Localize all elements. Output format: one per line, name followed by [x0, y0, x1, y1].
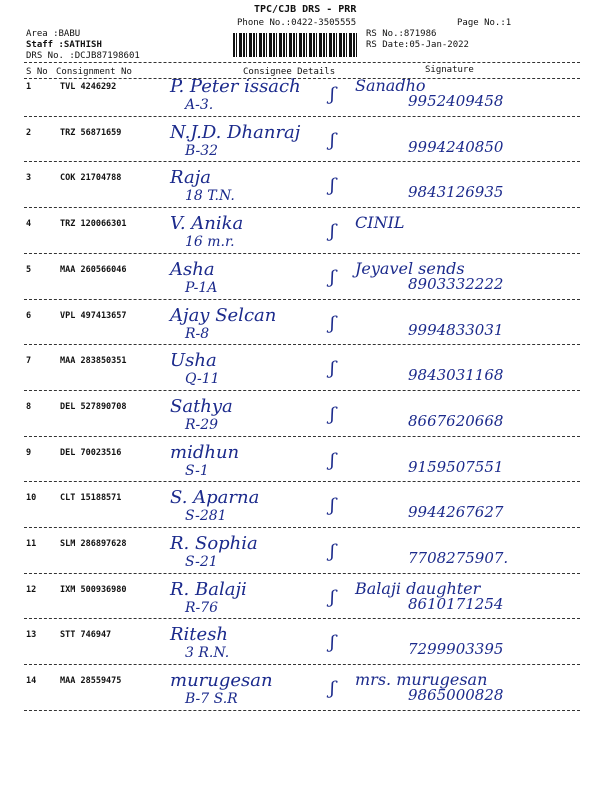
row-separator: [24, 710, 580, 711]
header-rule-bottom: [24, 78, 580, 79]
consignee-name: Sathya: [170, 395, 233, 417]
phone-handwritten: 9843031168: [408, 366, 504, 385]
row-separator: [24, 344, 580, 345]
consignee-name: S. Aparna: [170, 487, 260, 509]
row-consignment: MAA 260566046: [60, 264, 127, 275]
header-rule-top: [24, 62, 580, 63]
consignee-address: R-76: [185, 599, 219, 616]
document-title: TPC/CJB DRS - PRR: [254, 4, 357, 15]
col-consignment: Consignment No: [56, 67, 132, 77]
drs-number: DRS No. :DCJB87198601: [26, 51, 140, 61]
consignee-address: 3 R.N.: [185, 645, 230, 662]
consignee-name: V. Anika: [170, 213, 244, 235]
row-consignment: TRZ 120066301: [60, 219, 127, 230]
ampersand-mark: ʃ: [330, 358, 335, 380]
ampersand-mark: ʃ: [330, 84, 335, 105]
consignee-name: murugesan: [170, 670, 273, 692]
row-separator: [24, 618, 580, 619]
consignee-name: R. Sophia: [170, 533, 258, 554]
consignee-name: Usha: [170, 350, 217, 372]
row-sno: 14: [26, 676, 37, 687]
ampersand-mark: ʃ: [330, 541, 335, 562]
consignee-name: Asha: [170, 258, 215, 280]
row-consignment: MAA 28559475: [60, 676, 122, 687]
col-signature: Signature: [425, 65, 474, 75]
consignee-name: Ritesh: [170, 624, 229, 646]
row-sno: 10: [26, 493, 37, 504]
page-number: Page No.:1: [457, 18, 512, 28]
row-consignment: TVL 4246292: [60, 82, 117, 92]
rs-date: RS Date:05-Jan-2022: [366, 40, 469, 50]
row-consignment: STT 746947: [60, 630, 112, 641]
row-sno: 8: [26, 401, 32, 412]
ampersand-mark: ʃ: [330, 678, 335, 700]
ampersand-mark: ʃ: [330, 449, 335, 471]
ampersand-mark: ʃ: [330, 403, 335, 425]
row-sno: 12: [26, 584, 37, 595]
consignee-name: Raja: [170, 167, 212, 189]
signature: Jeyavel sends: [355, 258, 465, 278]
phone-handwritten: 9952409458: [408, 92, 504, 110]
consignee-name: N.J.D. Dhanraj: [170, 121, 301, 143]
phone-handwritten: 7708275907.: [408, 549, 509, 567]
ampersand-mark: ʃ: [330, 129, 335, 151]
consignee-address: Q-11: [185, 371, 220, 388]
col-sno: S No: [26, 67, 48, 77]
row-sno: 5: [26, 264, 32, 275]
consignee-address: 16 m.r.: [185, 234, 235, 251]
row-consignment: SLM 286897628: [60, 539, 127, 549]
row-separator: [24, 573, 580, 574]
row-separator: [24, 299, 580, 300]
rs-number: RS No.:871986: [366, 29, 437, 39]
phone-handwritten: 9159507551: [408, 457, 504, 476]
row-consignment: DEL 527890708: [60, 401, 127, 412]
consignee-name: Ajay Selcan: [170, 304, 277, 326]
phone-handwritten: 9994240850: [408, 137, 504, 156]
barcode: [233, 33, 357, 57]
phone-handwritten: 9865000828: [408, 686, 504, 705]
row-sno: 6: [26, 310, 32, 321]
staff-label: Staff :SATHISH: [26, 40, 102, 50]
row-separator: [24, 390, 580, 391]
consignee-address: S-21: [185, 554, 218, 570]
row-sno: 4: [26, 219, 32, 230]
row-separator: [24, 161, 580, 162]
consignee-name: P. Peter issach: [170, 76, 301, 97]
consignee-address: A-3.: [185, 97, 214, 113]
row-sno: 2: [26, 127, 32, 138]
phone-handwritten: 8610171254: [408, 594, 504, 613]
row-sno: 1: [26, 82, 32, 92]
row-consignment: IXM 500936980: [60, 584, 127, 595]
phone-handwritten: 8667620668: [408, 411, 504, 430]
ampersand-mark: ʃ: [330, 632, 335, 654]
signature: Balaji daughter: [355, 578, 481, 598]
row-consignment: COK 21704788: [60, 173, 122, 184]
ampersand-mark: ʃ: [330, 495, 335, 517]
consignee-address: S-1: [185, 462, 209, 479]
ampersand-mark: ʃ: [330, 266, 335, 288]
consignee-address: R-29: [185, 416, 219, 433]
col-consignee: Consignee Details: [243, 67, 336, 77]
row-separator: [24, 207, 580, 208]
phone-handwritten: 9843126935: [408, 183, 504, 202]
row-consignment: TRZ 56871659: [60, 127, 122, 138]
row-separator: [24, 527, 580, 528]
row-sno: 11: [26, 539, 37, 549]
row-sno: 9: [26, 447, 32, 458]
row-sno: 7: [26, 356, 32, 367]
row-consignment: DEL 70023516: [60, 447, 122, 458]
consignee-address: 18 T.N.: [185, 188, 235, 205]
row-separator: [24, 116, 580, 117]
phone-handwritten: 9994833031: [408, 320, 504, 339]
signature: CINIL: [355, 213, 405, 233]
consignee-address: B-32: [185, 142, 219, 159]
signature: Sanadho: [355, 76, 426, 95]
phone-handwritten: 8903332222: [408, 274, 504, 293]
consignee-name: midhun: [170, 441, 240, 463]
row-separator: [24, 481, 580, 482]
ampersand-mark: ʃ: [330, 586, 335, 608]
consignee-address: P-1A: [185, 279, 218, 296]
consignee-address: S-281: [185, 508, 227, 525]
row-consignment: VPL 497413657: [60, 310, 127, 321]
consignee-address: B-7 S.R: [185, 691, 238, 708]
consignee-name: R. Balaji: [170, 578, 247, 600]
area-label: Area :BABU: [26, 29, 81, 39]
row-sno: 13: [26, 630, 37, 641]
phone-handwritten: 9944267627: [408, 503, 504, 522]
row-consignment: CLT 15188571: [60, 493, 122, 504]
consignee-address: R-8: [185, 325, 210, 342]
ampersand-mark: ʃ: [330, 312, 335, 334]
row-sno: 3: [26, 173, 32, 184]
row-consignment: MAA 283850351: [60, 356, 127, 367]
phone-handwritten: 7299903395: [408, 640, 504, 659]
signature: mrs. murugesan: [355, 670, 488, 690]
ampersand-mark: ʃ: [330, 221, 335, 243]
row-separator: [24, 436, 580, 437]
row-separator: [24, 253, 580, 254]
row-separator: [24, 664, 580, 665]
phone-number: Phone No.:0422-3505555: [237, 18, 357, 28]
ampersand-mark: ʃ: [330, 175, 335, 197]
